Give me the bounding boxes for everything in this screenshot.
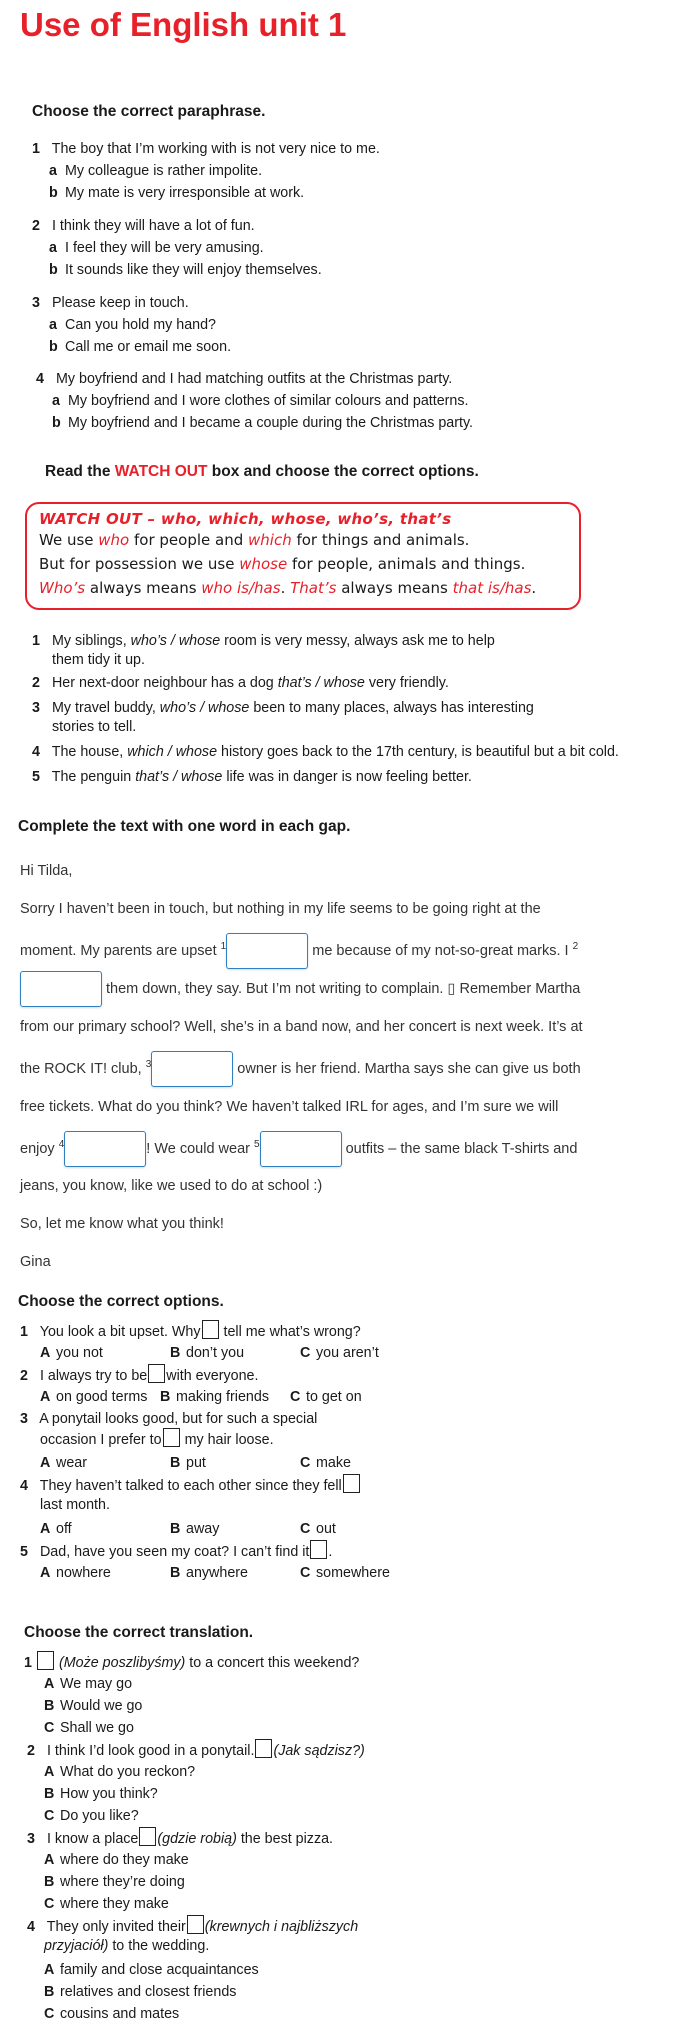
- options-question-3: 3 A ponytail looks good, but for such a special: [20, 1411, 318, 1427]
- page-title: Use of English unit 1: [20, 6, 347, 43]
- paraphrase-question-3: 3 Please keep in touch.: [32, 295, 189, 311]
- gap-1-input[interactable]: [226, 933, 308, 969]
- watch-item-1-cont: them tidy it up.: [52, 652, 145, 668]
- letter-line-6: free tickets. What do you think? We haven’t talked IRL for ages, and I’m sure we will: [20, 1098, 559, 1115]
- section-heading-translation: Choose the correct translation.: [24, 1624, 254, 1641]
- watch-out-title: WATCH OUT – who, which, whose, who’s, that’s: [39, 510, 452, 528]
- translation-option-1B[interactable]: B Would we go: [44, 1698, 143, 1714]
- letter-text: [20, 852, 670, 1281]
- watch-item-2-choice[interactable]: that’s / whose: [277, 675, 365, 691]
- options-question-1: 1 You look a bit upset. Why tell me what’s wrong?: [20, 1320, 361, 1343]
- watch-item-4: 4 The house, which / whose history goes back to the 17th century, is beautiful but a bit cold.: [32, 744, 619, 760]
- translation-option-4A[interactable]: A family and close acquaintances: [44, 1962, 259, 1978]
- paraphrase-option-3a[interactable]: a Can you hold my hand?: [49, 317, 217, 333]
- option-2B[interactable]: making friends: [176, 1389, 269, 1405]
- options-question-4: 4 They haven’t talked to each other since they fell: [20, 1474, 361, 1497]
- watch-out-box: [25, 502, 581, 610]
- answer-box[interactable]: [139, 1827, 156, 1846]
- translation-option-2A[interactable]: A What do you reckon?: [44, 1764, 196, 1780]
- watch-item-3: 3 My travel buddy, who’s / whose been to many places, always has interesting: [32, 700, 534, 716]
- paraphrase-option-1a[interactable]: a My colleague is rather impolite.: [49, 163, 263, 179]
- options-row-4: A off B away C out: [40, 1518, 336, 1540]
- translation-question-3: 3 I know a place (gdzie robią) the best pizza.: [27, 1827, 333, 1850]
- answer-box[interactable]: [187, 1915, 204, 1934]
- options-question-4-cont: last month.: [40, 1497, 110, 1513]
- paraphrase-option-2b[interactable]: b It sounds like they will enjoy themselves.: [49, 262, 322, 278]
- gap-5-input[interactable]: [260, 1131, 342, 1167]
- translation-option-3C[interactable]: C where they make: [44, 1896, 169, 1912]
- section-heading-paraphrase: Choose the correct paraphrase.: [32, 103, 266, 120]
- translation-question-1: 1 (Może poszlibyśmy) to a concert this weekend?: [24, 1651, 359, 1674]
- watch-item-1: 1 My siblings, who’s / whose room is very messy, always ask me to help: [32, 633, 495, 649]
- paraphrase-question-2: 2 I think they will have a lot of fun.: [32, 218, 255, 234]
- watch-item-3-choice[interactable]: who’s / whose: [159, 700, 250, 716]
- option-3B[interactable]: put: [186, 1455, 206, 1471]
- translation-question-4: 4 They only invited their (krewnych i najbliższych: [27, 1915, 358, 1938]
- letter-line-7: enjoy $^4$ ! We could wear $^5$ outfits – the same black T-shirts and: [20, 1126, 670, 1168]
- option-3A[interactable]: wear: [56, 1455, 87, 1471]
- translation-option-3B[interactable]: B where they’re doing: [44, 1874, 185, 1890]
- options-row-1: A you not B don’t you C you aren’t: [40, 1342, 379, 1364]
- letter-line-8: jeans, you know, like we used to do at school :): [20, 1178, 323, 1195]
- gap-3-input[interactable]: [151, 1051, 233, 1087]
- letter-line-9: So, let me know what you think!: [20, 1216, 224, 1233]
- answer-box[interactable]: [148, 1364, 165, 1383]
- options-question-5: 5 Dad, have you seen my coat? I can’t find it .: [20, 1540, 332, 1563]
- answer-box[interactable]: [163, 1428, 180, 1447]
- option-4C[interactable]: out: [316, 1521, 336, 1537]
- paraphrase-option-1b[interactable]: b My mate is very irresponsible at work.: [49, 185, 305, 201]
- options-row-2: A on good terms B making friends C to get on: [40, 1386, 362, 1408]
- section-heading-complete-text: Complete the text with one word in each gap.: [18, 818, 351, 835]
- option-1A[interactable]: you not: [56, 1345, 103, 1361]
- section-heading-watch-out: Read the WATCH OUT box and choose the correct options.: [45, 463, 479, 480]
- watch-item-2: 2 Her next-door neighbour has a dog that’s / whose very friendly.: [32, 675, 449, 691]
- translation-question-4-cont: przyjaciół) to the wedding.: [44, 1938, 210, 1954]
- options-row-3: A wear B put C make: [40, 1452, 351, 1474]
- answer-box[interactable]: [255, 1739, 272, 1758]
- options-row-5: A nowhere B anywhere C somewhere: [40, 1562, 390, 1584]
- watch-out-line-1: We use who for people and which for things and animals.: [39, 531, 470, 549]
- option-4B[interactable]: away: [186, 1521, 220, 1537]
- letter-line-2: moment. My parents are upset $^1$ me because of my not-so-great marks. I $^2$: [20, 928, 670, 970]
- watch-out-line-2: But for possession we use whose for people, animals and things.: [39, 555, 526, 573]
- paraphrase-option-4b[interactable]: b My boyfriend and I became a couple during the Christmas party.: [52, 415, 474, 431]
- option-4A[interactable]: off: [56, 1521, 72, 1537]
- option-5C[interactable]: somewhere: [316, 1565, 390, 1581]
- gap-4-input[interactable]: [64, 1131, 146, 1167]
- gap-2-input[interactable]: [20, 971, 102, 1007]
- watch-out-line-3: Who’s always means who is/has. That’s always means that is/has.: [39, 579, 537, 597]
- letter-line-3: them down, they say. But I’m not writing to complain. ▯ Remember Martha: [20, 970, 670, 1008]
- translation-option-4C[interactable]: C cousins and mates: [44, 2006, 180, 2022]
- letter-signature: Gina: [20, 1254, 51, 1271]
- options-question-2: 2 I always try to be with everyone.: [20, 1364, 258, 1387]
- translation-option-2B[interactable]: B How you think?: [44, 1786, 158, 1802]
- watch-item-5: 5 The penguin that’s / whose life was in danger is now feeling better.: [32, 769, 472, 785]
- option-5B[interactable]: anywhere: [186, 1565, 248, 1581]
- option-2A[interactable]: on good terms: [56, 1389, 148, 1405]
- letter-line-1: Sorry I haven’t been in touch, but nothing in my life seems to be going right at the: [20, 901, 541, 917]
- translation-option-1A[interactable]: A We may go: [44, 1676, 133, 1692]
- option-3C[interactable]: make: [316, 1455, 351, 1471]
- paraphrase-option-4a[interactable]: a My boyfriend and I wore clothes of similar colours and patterns.: [52, 393, 469, 409]
- paraphrase-question-1: 1 The boy that I’m working with is not very nice to me.: [32, 141, 380, 157]
- translation-option-3A[interactable]: A where do they make: [44, 1852, 189, 1868]
- paraphrase-option-2a[interactable]: a I feel they will be very amusing.: [49, 240, 264, 256]
- option-5A[interactable]: nowhere: [56, 1565, 111, 1581]
- letter-line-5: the ROCK IT! club, $^3$ owner is her friend. Martha says she can give us both: [20, 1046, 670, 1088]
- answer-box[interactable]: [202, 1320, 219, 1339]
- watch-item-5-choice[interactable]: that’s / whose: [135, 769, 223, 785]
- translation-option-4B[interactable]: B relatives and closest friends: [44, 1984, 237, 2000]
- section-heading-options: Choose the correct options.: [18, 1293, 224, 1310]
- option-1B[interactable]: don’t you: [186, 1345, 245, 1361]
- answer-box[interactable]: [310, 1540, 327, 1559]
- letter-greeting: Hi Tilda,: [20, 863, 73, 879]
- answer-box[interactable]: [343, 1474, 360, 1493]
- options-question-3-cont: occasion I prefer to my hair loose.: [40, 1428, 274, 1451]
- watch-item-3-cont: stories to tell.: [52, 719, 137, 735]
- watch-item-4-choice[interactable]: which / whose: [127, 744, 218, 760]
- paraphrase-question-4: 4 My boyfriend and I had matching outfits at the Christmas party.: [36, 371, 453, 387]
- translation-option-2C[interactable]: C Do you like?: [44, 1808, 139, 1824]
- watch-item-1-choice[interactable]: who’s / whose: [130, 633, 221, 649]
- option-1C[interactable]: you aren’t: [316, 1345, 379, 1361]
- option-2C[interactable]: to get on: [306, 1389, 362, 1405]
- letter-line-4: from our primary school? Well, she’s in a band now, and her concert is next week. It’s at: [20, 1018, 583, 1035]
- answer-box[interactable]: [37, 1651, 54, 1670]
- paraphrase-option-3b[interactable]: b Call me or email me soon.: [49, 339, 232, 355]
- translation-question-2: 2 I think I’d look good in a ponytail. (Jak sądzisz?): [27, 1739, 365, 1762]
- translation-option-1C[interactable]: C Shall we go: [44, 1720, 134, 1736]
